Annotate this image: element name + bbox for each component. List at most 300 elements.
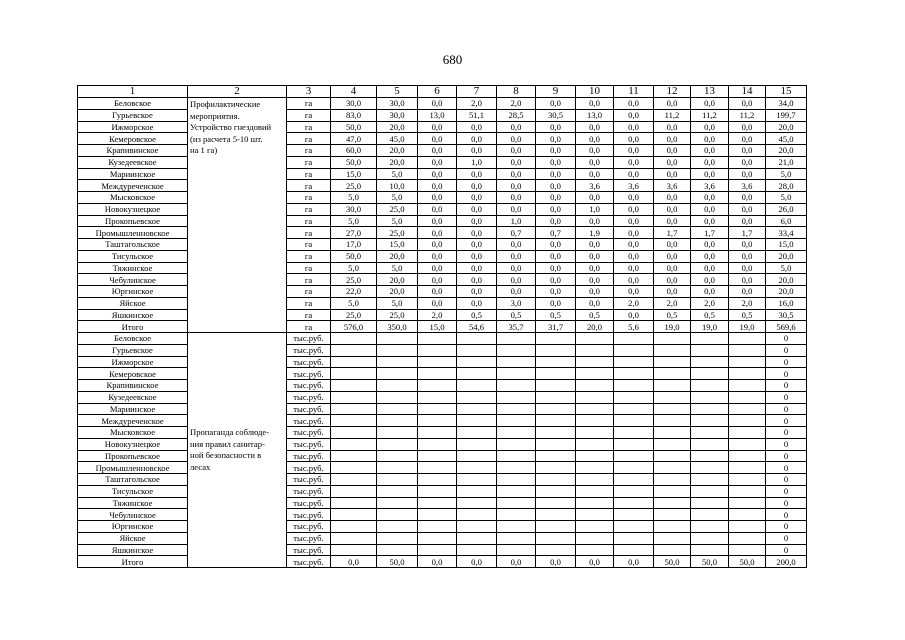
- value-cell: [536, 544, 576, 556]
- value-cell: 60,0: [331, 145, 377, 157]
- header-row: [78, 86, 807, 98]
- value-cell: 0: [766, 391, 807, 403]
- table-row: [78, 509, 807, 521]
- value-cell: 19,0: [691, 321, 729, 333]
- value-cell: [614, 368, 654, 380]
- value-cell: 0,0: [614, 98, 654, 110]
- value-cell: [614, 427, 654, 439]
- value-cell: [377, 509, 418, 521]
- value-cell: [377, 368, 418, 380]
- value-cell: 25,0: [331, 309, 377, 321]
- value-cell: [377, 462, 418, 474]
- measure-description: [188, 333, 287, 568]
- value-cell: [497, 450, 536, 462]
- value-cell: [729, 391, 766, 403]
- district-name: Кемеровское: [78, 133, 188, 145]
- value-cell: 0,0: [457, 297, 497, 309]
- value-cell: 0,0: [497, 203, 536, 215]
- district-name: Ижморское: [78, 121, 188, 133]
- value-cell: 0,5: [729, 309, 766, 321]
- value-cell: [457, 521, 497, 533]
- table-row: [78, 333, 807, 345]
- table-row: [78, 356, 807, 368]
- value-cell: 0,0: [497, 286, 536, 298]
- value-cell: [331, 415, 377, 427]
- value-cell: [576, 474, 614, 486]
- value-cell: 0,0: [331, 556, 377, 568]
- district-name: Гурьевское: [78, 109, 188, 121]
- value-cell: [497, 403, 536, 415]
- value-cell: [536, 415, 576, 427]
- value-cell: 0,0: [729, 133, 766, 145]
- value-cell: 0,5: [497, 309, 536, 321]
- value-cell: 0,0: [418, 180, 457, 192]
- unit-cell: га: [287, 321, 331, 333]
- value-cell: [654, 427, 691, 439]
- district-name: Беловское: [78, 333, 188, 345]
- value-cell: 0,0: [536, 133, 576, 145]
- value-cell: 20,0: [766, 145, 807, 157]
- value-cell: 0,0: [457, 215, 497, 227]
- value-cell: 0,5: [536, 309, 576, 321]
- value-cell: [691, 380, 729, 392]
- value-cell: 0,5: [576, 309, 614, 321]
- table-row: [78, 215, 807, 227]
- value-cell: [457, 497, 497, 509]
- unit-cell: тыс.руб.: [287, 391, 331, 403]
- unit-cell: тыс.руб.: [287, 462, 331, 474]
- value-cell: 0,0: [614, 203, 654, 215]
- value-cell: [654, 485, 691, 497]
- unit-cell: тыс.руб.: [287, 521, 331, 533]
- value-cell: 0,0: [576, 239, 614, 251]
- value-cell: [418, 344, 457, 356]
- unit-cell: тыс.руб.: [287, 356, 331, 368]
- value-cell: 45,0: [377, 133, 418, 145]
- value-cell: [576, 544, 614, 556]
- value-cell: 0,0: [497, 145, 536, 157]
- value-cell: [729, 485, 766, 497]
- value-cell: [536, 427, 576, 439]
- value-cell: [497, 427, 536, 439]
- value-cell: [418, 403, 457, 415]
- value-cell: [536, 368, 576, 380]
- value-cell: 0: [766, 438, 807, 450]
- value-cell: 25,0: [377, 203, 418, 215]
- value-cell: 0,0: [614, 156, 654, 168]
- unit-cell: тыс.руб.: [287, 509, 331, 521]
- table-row: [78, 156, 807, 168]
- value-cell: [729, 497, 766, 509]
- value-cell: 0,0: [457, 121, 497, 133]
- value-cell: [536, 438, 576, 450]
- value-cell: [418, 509, 457, 521]
- value-cell: [497, 356, 536, 368]
- value-cell: 0,0: [497, 250, 536, 262]
- value-cell: 20,0: [377, 156, 418, 168]
- value-cell: [576, 403, 614, 415]
- measure-line: Устройство гнездовий: [190, 122, 272, 132]
- value-cell: 0,0: [418, 192, 457, 204]
- value-cell: [576, 532, 614, 544]
- table-row: [78, 121, 807, 133]
- value-cell: [729, 380, 766, 392]
- value-cell: [536, 462, 576, 474]
- column-header: 3: [287, 86, 331, 98]
- value-cell: 0,0: [691, 192, 729, 204]
- value-cell: [614, 544, 654, 556]
- table-row: [78, 403, 807, 415]
- value-cell: [457, 438, 497, 450]
- value-cell: [729, 368, 766, 380]
- unit-cell: тыс.руб.: [287, 333, 331, 345]
- district-name: Беловское: [78, 98, 188, 110]
- value-cell: 3,6: [654, 180, 691, 192]
- value-cell: 0,0: [654, 250, 691, 262]
- district-name: Итого: [78, 321, 188, 333]
- table-row: [78, 239, 807, 251]
- column-header: 14: [729, 86, 766, 98]
- value-cell: 83,0: [331, 109, 377, 121]
- value-cell: [691, 497, 729, 509]
- value-cell: 20,0: [377, 286, 418, 298]
- district-name: Тяжинское: [78, 262, 188, 274]
- value-cell: 0,0: [497, 133, 536, 145]
- value-cell: [331, 427, 377, 439]
- value-cell: [377, 450, 418, 462]
- value-cell: 20,0: [377, 121, 418, 133]
- value-cell: [614, 391, 654, 403]
- value-cell: [536, 403, 576, 415]
- value-cell: 0,0: [497, 262, 536, 274]
- table-row: [78, 368, 807, 380]
- value-cell: 0,0: [691, 239, 729, 251]
- value-cell: [457, 403, 497, 415]
- value-cell: 0,0: [457, 274, 497, 286]
- value-cell: [331, 368, 377, 380]
- value-cell: 0,0: [576, 274, 614, 286]
- value-cell: [331, 485, 377, 497]
- value-cell: [691, 462, 729, 474]
- value-cell: 0: [766, 450, 807, 462]
- value-cell: [691, 474, 729, 486]
- value-cell: [576, 333, 614, 345]
- column-header: 8: [497, 86, 536, 98]
- unit-cell: га: [287, 297, 331, 309]
- value-cell: [497, 509, 536, 521]
- value-cell: [418, 391, 457, 403]
- column-header: 5: [377, 86, 418, 98]
- value-cell: [729, 521, 766, 533]
- value-cell: 0,0: [614, 145, 654, 157]
- value-cell: [536, 532, 576, 544]
- value-cell: [691, 450, 729, 462]
- value-cell: 47,0: [331, 133, 377, 145]
- value-cell: 5,0: [766, 262, 807, 274]
- value-cell: 0,0: [614, 250, 654, 262]
- value-cell: 0,0: [691, 250, 729, 262]
- measure-description: [188, 98, 287, 333]
- value-cell: [331, 380, 377, 392]
- value-cell: [377, 415, 418, 427]
- value-cell: [691, 344, 729, 356]
- value-cell: [377, 438, 418, 450]
- value-cell: [691, 509, 729, 521]
- value-cell: [457, 462, 497, 474]
- value-cell: [576, 344, 614, 356]
- unit-cell: тыс.руб.: [287, 450, 331, 462]
- value-cell: [331, 344, 377, 356]
- value-cell: 3,6: [576, 180, 614, 192]
- value-cell: 30,5: [766, 309, 807, 321]
- value-cell: [691, 532, 729, 544]
- value-cell: 0,0: [536, 98, 576, 110]
- value-cell: 2,0: [729, 297, 766, 309]
- value-cell: [729, 450, 766, 462]
- value-cell: [654, 532, 691, 544]
- district-name: Мысковское: [78, 427, 188, 439]
- table-row: [78, 262, 807, 274]
- value-cell: 2,0: [614, 297, 654, 309]
- value-cell: [576, 462, 614, 474]
- value-cell: [654, 521, 691, 533]
- value-cell: 0: [766, 462, 807, 474]
- value-cell: 5,0: [331, 215, 377, 227]
- value-cell: [614, 474, 654, 486]
- value-cell: 19,0: [729, 321, 766, 333]
- value-cell: 0: [766, 415, 807, 427]
- value-cell: 1,0: [576, 203, 614, 215]
- value-cell: 5,0: [377, 168, 418, 180]
- value-cell: [497, 474, 536, 486]
- column-header: 1: [78, 86, 188, 98]
- table-row: [78, 544, 807, 556]
- value-cell: 0,0: [418, 121, 457, 133]
- table-row: [78, 521, 807, 533]
- value-cell: [536, 344, 576, 356]
- unit-cell: га: [287, 203, 331, 215]
- value-cell: 5,0: [766, 168, 807, 180]
- value-cell: [331, 462, 377, 474]
- value-cell: 0,0: [729, 274, 766, 286]
- value-cell: 0,0: [654, 262, 691, 274]
- value-cell: 0,5: [691, 309, 729, 321]
- unit-cell: га: [287, 286, 331, 298]
- value-cell: [654, 403, 691, 415]
- value-cell: 34,0: [766, 98, 807, 110]
- value-cell: [691, 403, 729, 415]
- unit-cell: га: [287, 121, 331, 133]
- value-cell: 0,0: [576, 297, 614, 309]
- value-cell: [729, 415, 766, 427]
- value-cell: 0,0: [614, 121, 654, 133]
- value-cell: 25,0: [377, 227, 418, 239]
- measure-line: ной безопасности в: [190, 450, 262, 460]
- value-cell: 0,0: [418, 215, 457, 227]
- value-cell: [654, 450, 691, 462]
- value-cell: [691, 368, 729, 380]
- value-cell: 0,0: [418, 156, 457, 168]
- value-cell: 27,0: [331, 227, 377, 239]
- value-cell: 0,0: [576, 145, 614, 157]
- value-cell: [691, 438, 729, 450]
- value-cell: [576, 368, 614, 380]
- value-cell: 11,2: [729, 109, 766, 121]
- unit-cell: га: [287, 156, 331, 168]
- value-cell: [457, 333, 497, 345]
- value-cell: [691, 485, 729, 497]
- value-cell: [536, 356, 576, 368]
- value-cell: 0,0: [654, 215, 691, 227]
- unit-cell: га: [287, 215, 331, 227]
- value-cell: 1,9: [576, 227, 614, 239]
- district-name: Юргинское: [78, 521, 188, 533]
- value-cell: 5,0: [766, 192, 807, 204]
- value-cell: 30,0: [331, 98, 377, 110]
- district-name: Крапивинское: [78, 380, 188, 392]
- value-cell: 0,0: [729, 98, 766, 110]
- value-cell: [614, 403, 654, 415]
- district-name: Крапивинское: [78, 145, 188, 157]
- unit-cell: га: [287, 109, 331, 121]
- value-cell: 0,0: [418, 239, 457, 251]
- value-cell: 45,0: [766, 133, 807, 145]
- value-cell: [497, 333, 536, 345]
- page-number: 680: [442, 52, 463, 67]
- value-cell: 0,0: [418, 297, 457, 309]
- value-cell: [418, 521, 457, 533]
- value-cell: 2,0: [691, 297, 729, 309]
- value-cell: 0,0: [654, 156, 691, 168]
- value-cell: [614, 462, 654, 474]
- table-row: [78, 227, 807, 239]
- value-cell: [654, 544, 691, 556]
- column-header: 12: [654, 86, 691, 98]
- value-cell: 50,0: [377, 556, 418, 568]
- unit-cell: га: [287, 262, 331, 274]
- district-name: Яйское: [78, 297, 188, 309]
- district-name: Новокузнецкое: [78, 438, 188, 450]
- value-cell: 0,0: [418, 227, 457, 239]
- value-cell: 0,0: [536, 215, 576, 227]
- value-cell: 0,0: [457, 286, 497, 298]
- value-cell: 16,0: [766, 297, 807, 309]
- value-cell: [497, 368, 536, 380]
- value-cell: [654, 344, 691, 356]
- value-cell: [614, 450, 654, 462]
- value-cell: [457, 344, 497, 356]
- value-cell: 1,0: [497, 215, 536, 227]
- value-cell: 0,0: [654, 133, 691, 145]
- value-cell: 50,0: [654, 556, 691, 568]
- value-cell: [654, 368, 691, 380]
- value-cell: [418, 544, 457, 556]
- value-cell: 0,0: [654, 168, 691, 180]
- value-cell: [614, 333, 654, 345]
- measure-line: лесах: [190, 461, 211, 472]
- district-name: Тяжинское: [78, 497, 188, 509]
- column-header: 2: [188, 86, 287, 98]
- value-cell: 0,0: [576, 286, 614, 298]
- value-cell: 0,0: [729, 239, 766, 251]
- value-cell: 15,0: [377, 239, 418, 251]
- table-row: [78, 109, 807, 121]
- column-header: 13: [691, 86, 729, 98]
- value-cell: 0,0: [654, 274, 691, 286]
- value-cell: [654, 356, 691, 368]
- value-cell: [729, 474, 766, 486]
- value-cell: 2,0: [457, 98, 497, 110]
- value-cell: 0,0: [536, 239, 576, 251]
- value-cell: 0,0: [576, 121, 614, 133]
- value-cell: 0,0: [457, 203, 497, 215]
- value-cell: [497, 497, 536, 509]
- value-cell: 0,0: [614, 262, 654, 274]
- value-cell: 0,0: [457, 180, 497, 192]
- value-cell: 20,0: [377, 145, 418, 157]
- district-name: Мысковское: [78, 192, 188, 204]
- value-cell: [418, 485, 457, 497]
- value-cell: 25,0: [331, 274, 377, 286]
- value-cell: 0,0: [418, 250, 457, 262]
- value-cell: [536, 333, 576, 345]
- value-cell: [729, 403, 766, 415]
- value-cell: [418, 532, 457, 544]
- district-name: Таштагольское: [78, 474, 188, 486]
- value-cell: 15,0: [418, 321, 457, 333]
- column-header: 6: [418, 86, 457, 98]
- value-cell: [729, 462, 766, 474]
- value-cell: [576, 438, 614, 450]
- value-cell: 0,0: [497, 239, 536, 251]
- unit-cell: га: [287, 98, 331, 110]
- value-cell: 0: [766, 532, 807, 544]
- value-cell: 0,0: [576, 556, 614, 568]
- value-cell: 5,0: [377, 192, 418, 204]
- value-cell: [536, 450, 576, 462]
- value-cell: [576, 509, 614, 521]
- value-cell: 0,0: [457, 262, 497, 274]
- value-cell: [497, 521, 536, 533]
- value-cell: 0,0: [691, 133, 729, 145]
- value-cell: [331, 438, 377, 450]
- unit-cell: тыс.руб.: [287, 485, 331, 497]
- value-cell: [457, 450, 497, 462]
- value-cell: 199,7: [766, 109, 807, 121]
- value-cell: [377, 356, 418, 368]
- value-cell: [497, 438, 536, 450]
- value-cell: [536, 485, 576, 497]
- value-cell: [614, 532, 654, 544]
- value-cell: 0,0: [457, 168, 497, 180]
- value-cell: [331, 509, 377, 521]
- value-cell: 0,0: [418, 556, 457, 568]
- value-cell: 0,0: [457, 145, 497, 157]
- value-cell: 0,0: [497, 156, 536, 168]
- value-cell: 0,0: [536, 274, 576, 286]
- value-cell: 0,0: [691, 156, 729, 168]
- value-cell: [654, 415, 691, 427]
- value-cell: [418, 415, 457, 427]
- district-name: Междуреченское: [78, 180, 188, 192]
- column-header: 4: [331, 86, 377, 98]
- value-cell: [457, 474, 497, 486]
- value-cell: [377, 427, 418, 439]
- value-cell: 0: [766, 497, 807, 509]
- value-cell: 0,0: [691, 98, 729, 110]
- value-cell: 0,7: [497, 227, 536, 239]
- value-cell: 0,0: [576, 192, 614, 204]
